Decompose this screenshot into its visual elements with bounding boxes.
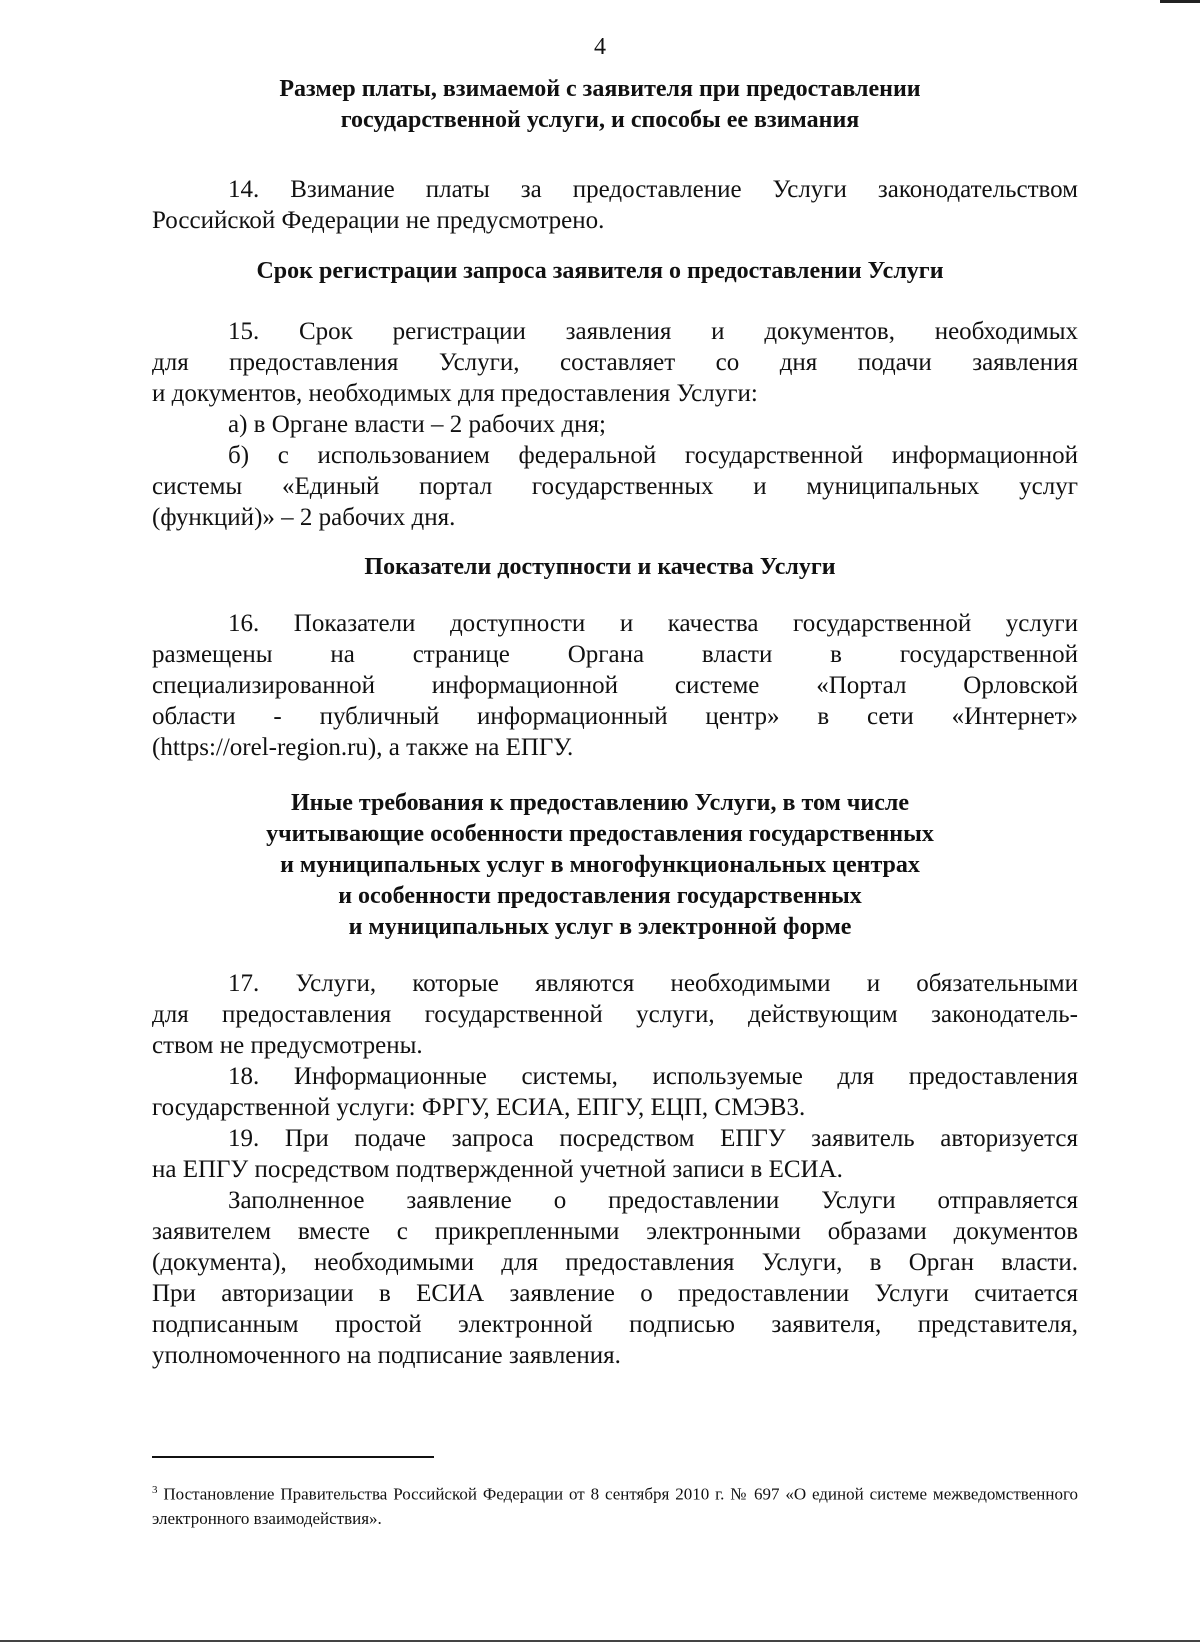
paragraph-16 (152, 608, 1078, 763)
paragraph-line: уполномоченного на подписание заявления. (152, 1342, 621, 1369)
heading-line: Показатели доступности и качества Услуги (364, 554, 836, 580)
heading-line: Иные требования к предоставлению Услуги, в том числе (291, 790, 909, 816)
paragraph-line: При авторизации в ЕСИА заявление о предоставлении Услуги считается (152, 1280, 1078, 1307)
paragraph-line: для предоставления государственной услуги, действующим законодатель- (152, 1001, 1078, 1028)
paragraphs-17-19 (152, 968, 1078, 1371)
section-heading-fee (150, 74, 1050, 136)
heading-line: и муниципальных услуг в многофункциональных центрах (280, 852, 920, 878)
paragraph-line: области - публичный информационный центр» в сети «Интернет» (152, 703, 1078, 730)
paragraph-line: 16. Показатели доступности и качества государственной услуги (228, 610, 1078, 637)
footnote-marker: 3 (152, 1484, 158, 1496)
paragraph-line: заявителем вместе с прикрепленными электронными образами документов (152, 1218, 1078, 1245)
paragraph-line: б) с использованием федеральной государственной информационной (228, 442, 1078, 469)
footnote (152, 1478, 1078, 1531)
section-heading-quality (150, 552, 1050, 583)
paragraph-14 (152, 174, 1078, 236)
paragraph-line: 19. При подаче запроса посредством ЕПГУ заявитель авторизуется (228, 1125, 1078, 1152)
paragraph-line: 17. Услуги, которые являются необходимыми и обязательными (228, 970, 1078, 997)
paragraph-line: и документов, необходимых для предоставления Услуги: (152, 380, 758, 407)
paragraph-line: (https://orel-region.ru), а также на ЕПГУ. (152, 734, 574, 761)
paragraph-line: специализированной информационной системе «Портал Орловской (152, 672, 1078, 699)
heading-line: государственной услуги, и способы ее взимания (340, 107, 860, 133)
paragraph-line: Российской Федерации не предусмотрено. (152, 207, 605, 234)
paragraph-line: государственной услуги: ФРГУ, ЕСИА, ЕПГУ, ЕЦП, СМЭВ3. (152, 1094, 806, 1121)
footnote-separator (152, 1456, 434, 1458)
page-number: 4 (594, 34, 606, 60)
heading-line: и особенности предоставления государственных (338, 883, 862, 909)
heading-line: Размер платы, взимаемой с заявителя при предоставлении (279, 76, 921, 102)
paragraph-line: (функций)» – 2 рабочих дня. (152, 504, 456, 531)
heading-line: и муниципальных услуг в электронной форме (348, 914, 852, 940)
paragraph-line: 14. Взимание платы за предоставление Услуги законодательством (228, 176, 1078, 203)
paragraph-line: (документа), необходимыми для предоставления Услуги, в Орган власти. (152, 1249, 1078, 1276)
paragraph-line: для предоставления Услуги, составляет со дня подачи заявления (152, 349, 1078, 376)
paragraph-line: 18. Информационные системы, используемые для предоставления (228, 1063, 1078, 1090)
list-item-a: а) в Органе власти – 2 рабочих дня; (228, 411, 606, 438)
footnote-text: Постановление Правительства Российской Федерации от 8 сентября 2010 г. № 697 «О единой системе межведомственного электронного взаимодействия». (152, 1484, 1079, 1528)
paragraph-line: размещены на странице Органа власти в государственной (152, 641, 1078, 668)
scan-edge-line (0, 1640, 1200, 1642)
heading-line: Срок регистрации запроса заявителя о предоставлении Услуги (256, 258, 944, 284)
paragraph-line: системы «Единый портал государственных и муниципальных услуг (152, 473, 1078, 500)
paragraph-line: Заполненное заявление о предоставлении Услуги отправляется (228, 1187, 1078, 1214)
section-heading-other-requirements (150, 788, 1050, 943)
paragraph-line: 15. Срок регистрации заявления и документов, необходимых (228, 318, 1078, 345)
paragraph-line: подписанным простой электронной подписью заявителя, представителя, (152, 1311, 1078, 1338)
heading-line: учитывающие особенности предоставления государственных (266, 821, 934, 847)
paragraph-line: ством не предусмотрены. (152, 1032, 423, 1059)
paragraph-15 (152, 316, 1078, 533)
paragraph-line: на ЕПГУ посредством подтвержденной учетной записи в ЕСИА. (152, 1156, 843, 1183)
scan-edge-mark (1160, 0, 1200, 3)
section-heading-registration (150, 256, 1050, 287)
